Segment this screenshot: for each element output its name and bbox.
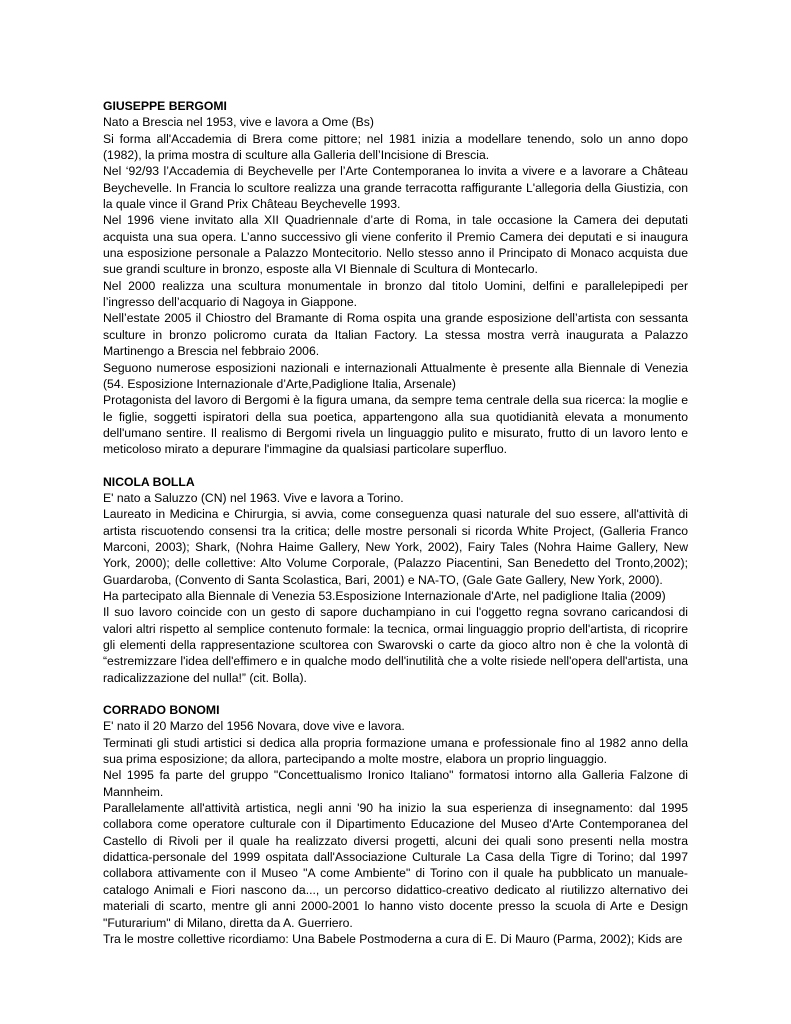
artist-name-heading: GIUSEPPE BERGOMI	[103, 99, 227, 113]
bio-paragraph: Tra le mostre collettive ricordiamo: Una Babele Postmoderna a cura di E. Di Mauro (Parma, 2002); Kids are	[103, 931, 683, 946]
bio-paragraph: Nel 1995 fa parte del gruppo "Concettualismo Ironico Italiano" formatosi intorno alla Galleria Falzone di Mannheim.	[103, 768, 688, 799]
artist-name-heading: NICOLA BOLLA	[103, 474, 195, 489]
document-body	[103, 98, 688, 963]
bio-paragraph: Il suo lavoro coincide con un gesto di sapore duchampiano in cui l'oggetto regna sovrano caricandosi di valori altri rispetto al semplice contenuto formale: la tecnica, ormai linguaggio proprio dell'artista, di ricoprire gli elementi della rappresentazione scultorea con Swarovski o carte da gioco altro non è che la volontà di “estremizzare l'idea dell'effimero e in qualche modo dell'inutilità che a volte risiede nell'opera dell'artista, una radicalizzazione del nulla!” (cit. Bolla).	[103, 605, 688, 685]
bio-paragraph: Nel 1996 viene invitato alla XII Quadriennale d’arte di Roma, in tale occasione la Camera dei deputati acquista una sua opera. L’anno successivo gli viene conferito il Premio Camera dei deputati e si inaugura una esposizione personale a Palazzo Montecitorio. Nello stesso anno il Principato di Monaco acquista due sue grandi sculture in bronzo, esposte alla VI Biennale di Scultura di Montecarlo.	[103, 213, 688, 277]
artist-section-bonomi	[103, 702, 688, 947]
bio-paragraph: Protagonista del lavoro di Bergomi è la figura umana, da sempre tema centrale della sua ricerca: la moglie e le figlie, soggetti ispiratori della sua poetica, appartengono alla sua quotidianità elevata a monumento dell'umano sentire. Il realismo di Bergomi rivela un linguaggio pulito e misurato, frutto di un lavoro lento e meticoloso mirato a depurare l'immagine da qualsiasi particolare superfluo.	[103, 393, 688, 457]
bio-paragraph: Seguono numerose esposizioni nazionali e internazionali Attualmente è presente alla Biennale di Venezia (54. Esposizione Internazionale d’Arte,Padiglione Italia, Arsenale)	[103, 360, 688, 391]
bio-paragraph: Nel 2000 realizza una scultura monumentale in bronzo dal titolo Uomini, delfini e parallelepipedi per l’ingresso dell’acquario di Nagoya in Giappone.	[103, 278, 688, 310]
bio-paragraph: Ha partecipato alla Biennale di Venezia 53.Esposizione Internazionale d'Arte, nel padiglione Italia (2009)	[103, 588, 666, 603]
bio-paragraph: Si forma all'Accademia di Brera come pittore; nel 1981 inizia a modellare tenendo, solo un anno dopo (1982), la prima mostra di sculture alla Galleria dell’Incisione di Brescia.	[103, 131, 688, 163]
bio-paragraph: Nel ‘92/93 l’Accademia di Beychevelle per l’Arte Contemporanea lo invita a vivere e a lavorare a Château Beychevelle. In Francia lo scultore realizza una grande terracotta raffigurante L'allegoria della Giustizia, con la quale vince il Grand Prix Château Beychevelle 1993.	[103, 164, 688, 212]
bio-paragraph: Parallelamente all'attività artistica, negli anni '90 ha inizio la sua esperienza di insegnamento: dal 1995 collabora come operatore culturale con il Dipartimento Educazione del Museo d'Arte Contemporanea del Castello di Rivoli per il quale ha realizzato diversi progetti, alcuni dei quali sono presenti nella mostra didattica-personale del 1999 ospitata dall'Associazione Culturale La Casa della Tigre di Torino; dal 1997 collabora attivamente con il Museo "A come Ambiente" di Torino con il quale ha pubblicato un manuale-catalogo Animali e Fiori nascono da..., un percorso didattico-creativo dedicato al riutilizzo alternativo dei materiali di scarto, mentre gli anni 2000-2001 lo hanno visto docente presso la scuola di Arte e Design "Futurarium" di Milano, diretta da A. Guerriero.	[103, 801, 688, 930]
bio-paragraph: E' nato il 20 Marzo del 1956 Novara, dove vive e lavora.	[103, 719, 405, 734]
bio-paragraph: Laureato in Medicina e Chirurgia, si avvia, come conseguenza quasi naturale del suo essere, all'attività di artista riscuotendo consensi tra la critica; delle mostre personali si ricorda White Project, (Galleria Franco Marconi, 2003); Shark, (Nohra Haime Gallery, New York, 2002), Fairy Tales (Nohra Haime Gallery, New York, 2000); delle collettive: Alto Volume Corporale, (Palazzo Piacentini, San Benedetto del Tronto,2002); Guardaroba, (Convento di Santa Scolastica, Bari, 2001) e NA-TO, (Gale Gate Gallery, New York, 2000).	[103, 507, 688, 587]
bio-paragraph: Nato a Brescia nel 1953, vive e lavora a Ome (Bs)	[103, 115, 374, 130]
bio-paragraph: E' nato a Saluzzo (CN) nel 1963. Vive e lavora a Torino.	[103, 490, 404, 505]
artist-section-bolla	[103, 474, 688, 686]
artist-name-heading: CORRADO BONOMI	[103, 703, 220, 718]
artist-section-bergomi	[103, 98, 688, 458]
bio-paragraph: Nell’estate 2005 il Chiostro del Bramante di Roma ospita una grande esposizione dell’artista con sessanta sculture in bronzo policromo curata da Italian Factory. La stessa mostra verrà inaugurata a Palazzo Martinengo a Brescia nel febbraio 2006.	[103, 311, 688, 359]
bio-paragraph: Terminati gli studi artistici si dedica alla propria formazione umana e professionale fino al 1982 anno della sua prima esposizione; da allora, partecipando a molte mostre, elabora un proprio linguaggio.	[103, 735, 688, 767]
